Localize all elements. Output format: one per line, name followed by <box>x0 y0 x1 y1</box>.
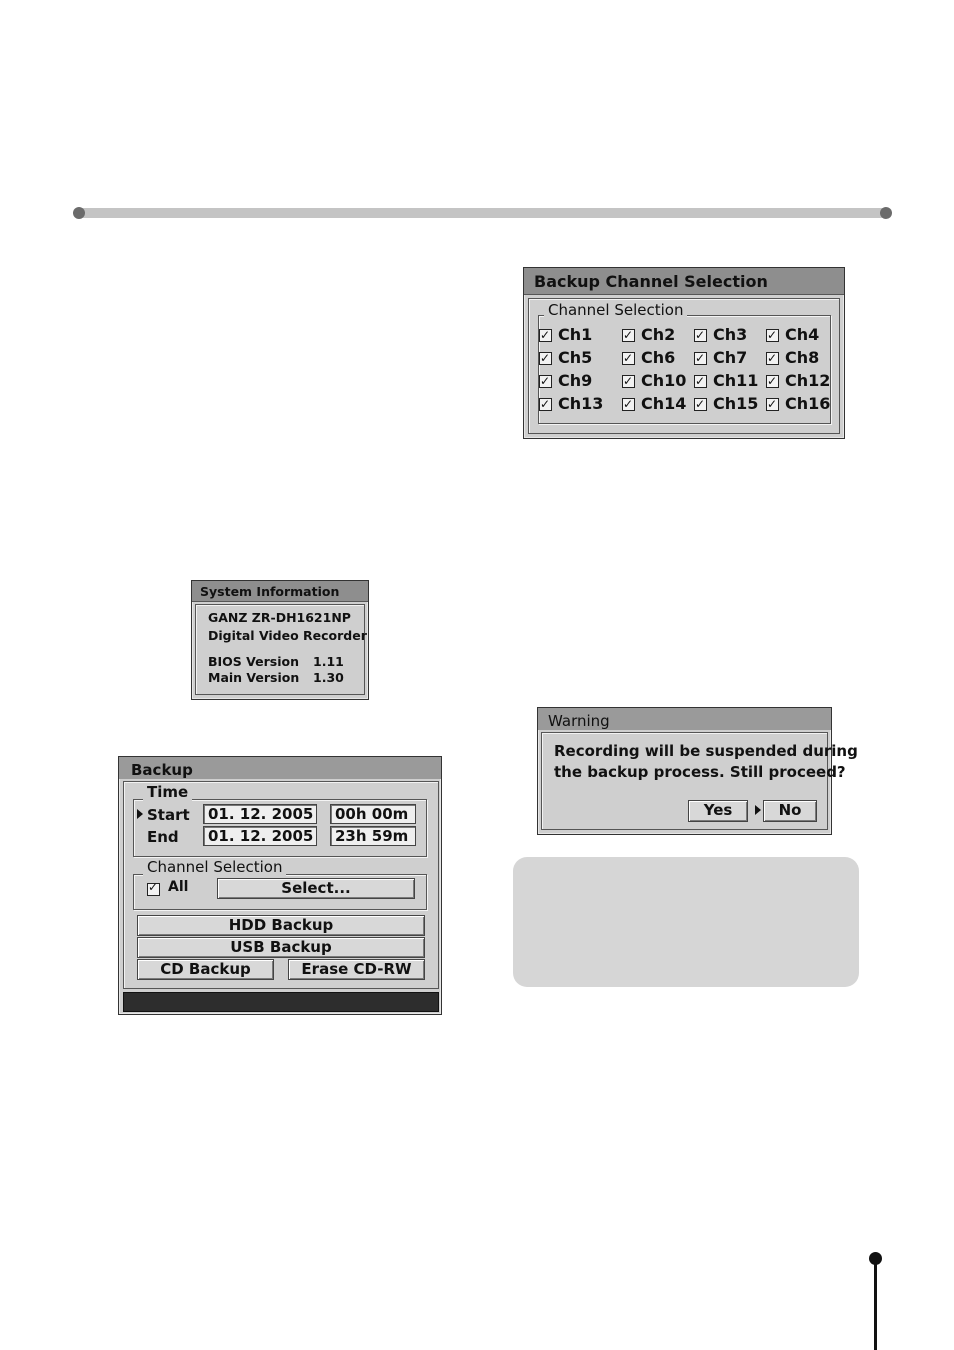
time-legend: Time <box>143 783 192 801</box>
channel-label: Ch1 <box>558 325 593 344</box>
channel-checkbox-item[interactable] <box>766 349 819 367</box>
main-version-label: Main Version <box>208 670 300 685</box>
channel-checkbox-item[interactable] <box>622 395 686 413</box>
start-time-field[interactable]: 00h 00m <box>330 804 416 824</box>
checkbox-checked-icon[interactable] <box>539 398 552 411</box>
no-button[interactable]: No <box>763 800 817 822</box>
channel-label: Ch7 <box>713 348 748 367</box>
cd-backup-button[interactable]: CD Backup <box>137 959 274 980</box>
warning-message-line-1: Recording will be suspended during <box>554 742 858 760</box>
model-name: GANZ ZR-DH1621NP <box>208 610 351 625</box>
select-channels-button[interactable]: Select... <box>217 878 415 899</box>
rule-right-dot <box>880 207 892 219</box>
channel-checkbox-item[interactable] <box>766 326 819 344</box>
dialog-title: Warning <box>538 708 831 730</box>
checkbox-checked-icon[interactable] <box>622 375 635 388</box>
channel-selection-legend: Channel Selection <box>544 301 687 319</box>
channel-checkbox-item[interactable] <box>539 326 592 344</box>
checkbox-checked-icon[interactable] <box>766 375 779 388</box>
warning-dialog <box>537 707 858 835</box>
checkbox-checked-icon[interactable] <box>539 352 552 365</box>
channel-checkbox-item[interactable] <box>539 349 592 367</box>
channel-label: Ch16 <box>785 394 831 413</box>
top-rule <box>78 208 886 218</box>
channel-label: Ch9 <box>558 371 593 390</box>
checkbox-checked-icon[interactable] <box>539 375 552 388</box>
channel-checkbox-item[interactable] <box>766 395 830 413</box>
channel-label: Ch4 <box>785 325 820 344</box>
backup-dialog <box>118 756 442 1015</box>
note-box <box>513 857 859 987</box>
bios-version-label: BIOS Version <box>208 654 300 669</box>
channel-checkbox-item[interactable] <box>766 372 830 390</box>
channel-checkbox-item[interactable] <box>622 349 675 367</box>
checkbox-checked-icon[interactable] <box>622 329 635 342</box>
checkbox-checked-icon[interactable] <box>694 329 707 342</box>
channel-row <box>539 372 829 394</box>
dialog-title: Backup Channel Selection <box>524 268 844 295</box>
rule-left-dot <box>73 207 85 219</box>
checkbox-checked-icon[interactable] <box>694 375 707 388</box>
end-date-field[interactable]: 01. 12. 2005 <box>203 826 317 846</box>
checkbox-checked-icon[interactable] <box>766 329 779 342</box>
channel-label: Ch8 <box>785 348 820 367</box>
margin-line <box>874 1262 877 1350</box>
channel-checkbox-item[interactable] <box>694 372 758 390</box>
channel-label: Ch14 <box>641 394 687 413</box>
selection-cursor-icon <box>755 805 761 815</box>
channel-checkbox-item[interactable] <box>694 395 758 413</box>
channel-label: Ch13 <box>558 394 604 413</box>
start-label: Start <box>147 806 190 824</box>
channel-row <box>539 349 829 371</box>
channel-label: Ch3 <box>713 325 748 344</box>
yes-button[interactable]: Yes <box>688 800 748 822</box>
checkbox-checked-icon[interactable] <box>622 352 635 365</box>
channel-label: Ch2 <box>641 325 676 344</box>
channel-checkbox-item[interactable] <box>622 372 686 390</box>
status-bar <box>123 992 439 1012</box>
checkbox-checked-icon[interactable] <box>766 398 779 411</box>
channel-label: Ch6 <box>641 348 676 367</box>
usb-backup-button[interactable]: USB Backup <box>137 937 425 958</box>
all-channels-label: All <box>168 879 189 895</box>
channel-label: Ch15 <box>713 394 759 413</box>
all-channels-checkbox[interactable] <box>147 883 160 896</box>
system-information-dialog <box>191 580 369 700</box>
backup-channel-selection-dialog <box>523 267 845 439</box>
warning-message-line-2: the backup process. Still proceed? <box>554 763 846 781</box>
channel-label: Ch10 <box>641 371 687 390</box>
device-type: Digital Video Recorder <box>208 628 367 643</box>
bios-version-value: 1.11 <box>313 654 344 669</box>
dialog-title: Backup <box>119 757 441 779</box>
channel-selection-legend: Channel Selection <box>143 858 286 876</box>
channel-row <box>539 326 829 348</box>
channel-label: Ch12 <box>785 371 831 390</box>
channel-checkbox-item[interactable] <box>694 326 747 344</box>
end-time-field[interactable]: 23h 59m <box>330 826 416 846</box>
start-date-field[interactable]: 01. 12. 2005 <box>203 804 317 824</box>
erase-cd-rw-button[interactable]: Erase CD-RW <box>288 959 425 980</box>
checkbox-checked-icon[interactable] <box>766 352 779 365</box>
channel-label: Ch5 <box>558 348 593 367</box>
checkbox-checked-icon[interactable] <box>694 398 707 411</box>
channel-checkbox-item[interactable] <box>539 395 603 413</box>
checkbox-checked-icon[interactable] <box>539 329 552 342</box>
channel-checkbox-item[interactable] <box>539 372 592 390</box>
channel-checkbox-item[interactable] <box>622 326 675 344</box>
main-version-value: 1.30 <box>313 670 344 685</box>
channel-row <box>539 395 829 417</box>
hdd-backup-button[interactable]: HDD Backup <box>137 915 425 936</box>
channel-label: Ch11 <box>713 371 759 390</box>
checkbox-checked-icon[interactable] <box>622 398 635 411</box>
channel-checkbox-item[interactable] <box>694 349 747 367</box>
end-label: End <box>147 828 179 846</box>
checkbox-checked-icon[interactable] <box>694 352 707 365</box>
selection-cursor-icon <box>137 809 143 819</box>
dialog-title: System Information <box>192 581 368 602</box>
